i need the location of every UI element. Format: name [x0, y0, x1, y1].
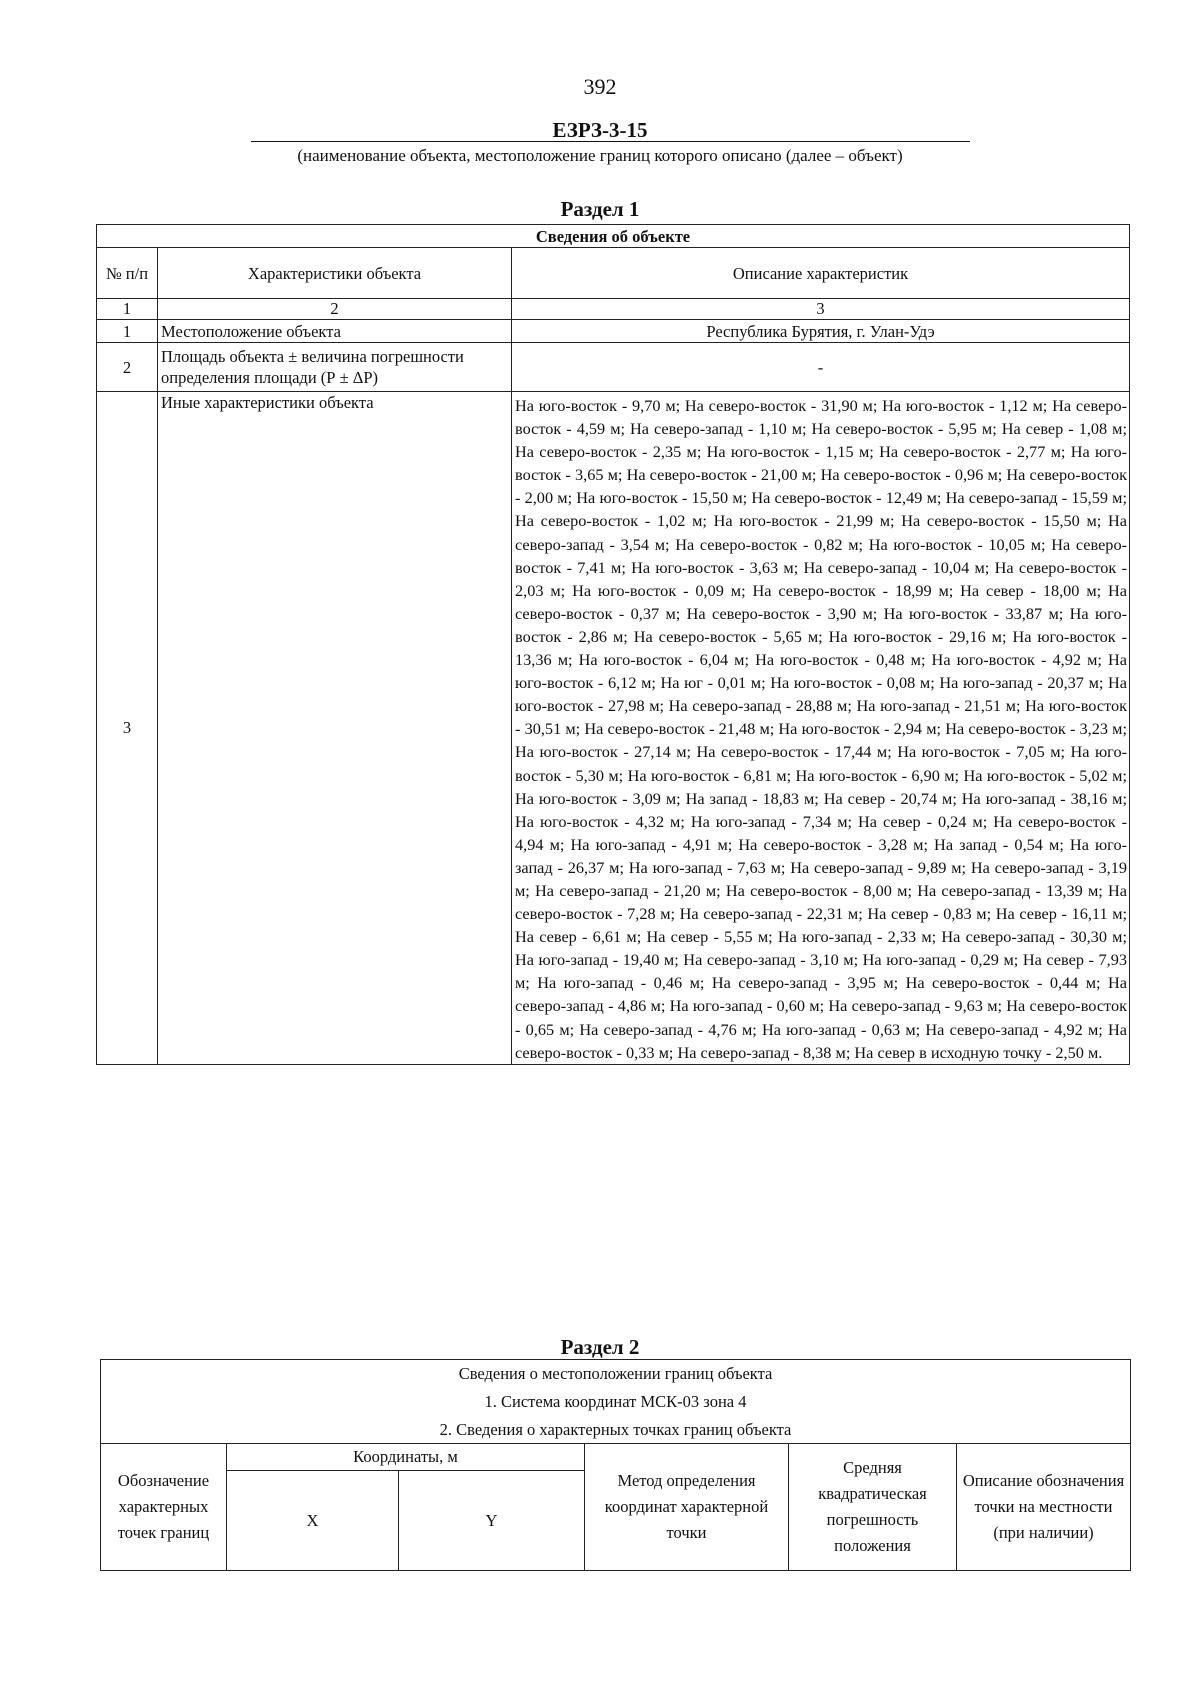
row-num: 2 [97, 343, 158, 392]
header-point-description: Описание обозначения точки на местности (при наличии) [957, 1444, 1131, 1571]
header-characteristics: Характеристики объекта [158, 248, 512, 299]
header-point-designation: Обозначение характерных точек границ [101, 1444, 227, 1571]
row-characteristic: Площадь объекта ± величина погрешности определения площади (Р ± ΔР) [158, 343, 512, 392]
row-characteristic: Местоположение объекта [158, 320, 512, 343]
coordinate-system: 1. Система координат МСК-03 зона 4 [101, 1387, 1131, 1415]
object-name: ЕЗРЗ-3-15 [552, 118, 648, 142]
table-row [97, 392, 1130, 1065]
header-accuracy: Средняя квадратическая погрешность положения [789, 1444, 957, 1571]
header-num: № п/п [97, 248, 158, 299]
header-coordinates: Координаты, м [227, 1444, 585, 1471]
section-1-title: Раздел 1 [560, 197, 640, 221]
row-num: 1 [97, 320, 158, 343]
row-description: Республика Бурятия, г. Улан-Удэ [512, 320, 1130, 343]
column-numbers-row [97, 299, 1130, 320]
points-title: 2. Сведения о характерных точках границ объекта [101, 1415, 1131, 1444]
page-number: 392 [583, 74, 617, 99]
header-method: Метод определения координат характерной точки [585, 1444, 789, 1571]
object-name-caption: (наименование объекта, местоположение границ которого описано (далее – объект) [297, 146, 903, 165]
column-number: 1 [97, 299, 158, 320]
row-description: На юго-восток - 9,70 м; На северо-восток - 31,90 м; На юго-восток - 1,12 м; На северо-восток - 4,59 м; На северо-запад - 1,10 м; На северо-восток - 5,95 м; На север - 1,08 м; На северо-восток - 2,35 м; На юго-восток - 1,15 м; На северо-восток - 2,77 м; На юго-восток - 3,65 м; На северо-восток - 21,00 м; На северо-восток - 0,96 м; На северо-восток - 2,00 м; На юго-восток - 15,50 м; На северо-восток - 12,49 м; На северо-запад - 15,59 м; На северо-восток - 1,02 м; На юго-восток - 21,99 м; На северо-восток - 15,50 м; На северо-запад - 3,54 м; На северо-восток - 0,82 м; На юго-восток - 10,05 м; На северо-восток - 7,41 м; На юго-восток - 3,63 м; На северо-запад - 10,04 м; На северо-восток - 2,03 м; На юго-восток - 0,09 м; На северо-восток - 18,99 м; На север - 18,00 м; На северо-восток - 0,37 м; На северо-восток - 3,90 м; На юго-восток - 33,87 м; На юго-восток - 2,86 м; На северо-восток - 5,65 м; На юго-восток - 29,16 м; На юго-восток - 13,36 м; На юго-восток - 6,04 м; На юго-восток - 0,48 м; На юго-восток - 4,92 м; На юго-восток - 6,12 м; На юг - 0,01 м; На юго-восток - 0,08 м; На юго-запад - 20,37 м; На юго-восток - 27,98 м; На северо-запад - 28,88 м; На юго-запад - 21,51 м; На юго-восток - 30,51 м; На северо-восток - 21,48 м; На юго-восток - 2,94 м; На северо-восток - 3,23 м; На юго-восток - 27,14 м; На северо-восток - 17,44 м; На юго-восток - 7,05 м; На юго-восток - 5,30 м; На юго-восток - 6,81 м; На юго-восток - 6,90 м; На юго-восток - 5,02 м; На юго-восток - 3,09 м; На запад - 18,83 м; На север - 20,74 м; На юго-запад - 38,16 м; На юго-восток - 4,32 м; На юго-запад - 7,34 м; На север - 0,24 м; На северо-восток - 4,94 м; На юго-запад - 4,91 м; На северо-восток - 3,28 м; На запад - 0,54 м; На юго-запад - 26,37 м; На юго-запад - 7,63 м; На северо-запад - 9,89 м; На северо-запад - 3,19 м; На северо-запад - 21,20 м; На северо-восток - 8,00 м; На северо-запад - 13,39 м; На северо-восток - 7,28 м; На северо-запад - 22,31 м; На север - 0,83 м; На север - 16,11 м; На север - 6,61 м; На север - 5,55 м; На юго-запад - 2,33 м; На северо-запад - 30,30 м; На юго-запад - 19,40 м; На северо-запад - 3,10 м; На юго-запад - 0,29 м; На север - 7,93 м; На юго-запад - 0,46 м; На северо-запад - 3,95 м; На северо-восток - 0,44 м; На северо-запад - 4,86 м; На юго-запад - 0,60 м; На северо-запад - 9,63 м; На северо-восток - 0,65 м; На северо-запад - 4,76 м; На юго-запад - 0,63 м; На северо-запад - 4,92 м; На северо-восток - 0,33 м; На северо-запад - 8,38 м; На север в исходную точку - 2,50 м. [512, 392, 1130, 1065]
object-info-table-title: Сведения об объекте [97, 225, 1130, 248]
header-x: X [227, 1471, 399, 1571]
row-description: - [512, 343, 1130, 392]
header-description: Описание характеристик [512, 248, 1130, 299]
header-y: Y [399, 1471, 585, 1571]
object-name-underline [251, 141, 970, 142]
section-2-title: Раздел 2 [560, 1335, 640, 1359]
boundary-table-title: Сведения о местоположении границ объекта [101, 1360, 1131, 1388]
row-characteristic: Иные характеристики объекта [158, 392, 512, 1065]
table-row [97, 320, 1130, 343]
object-info-table [96, 224, 1130, 1065]
column-number: 3 [512, 299, 1130, 320]
row-num: 3 [97, 392, 158, 1065]
table-row [97, 343, 1130, 392]
boundary-points-table [100, 1359, 1131, 1571]
column-number: 2 [158, 299, 512, 320]
